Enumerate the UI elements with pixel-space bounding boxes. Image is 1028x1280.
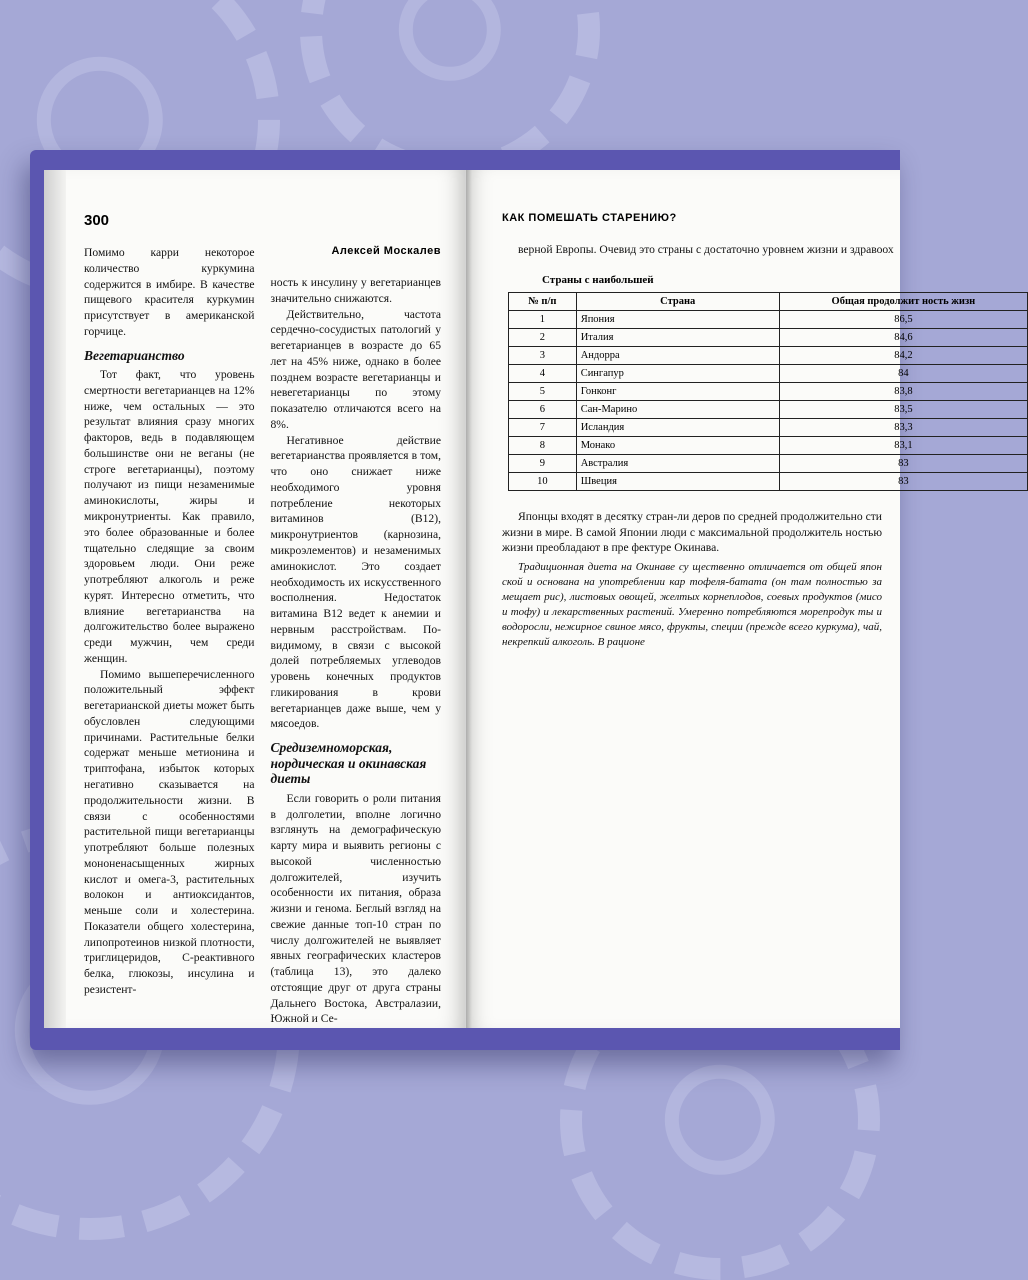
table-cell: 83 — [779, 454, 1027, 472]
table-cell: 7 — [509, 418, 577, 436]
left-column-2 — [271, 245, 442, 1027]
table-cell: Италия — [576, 328, 779, 346]
life-expectancy-table — [508, 292, 1028, 491]
table-cell: Сингапур — [576, 364, 779, 382]
table-row — [509, 328, 1028, 346]
table-header-row — [509, 292, 1028, 310]
table-cell: Гонконг — [576, 382, 779, 400]
table-row — [509, 436, 1028, 454]
table-row — [509, 346, 1028, 364]
table-cell: 9 — [509, 454, 577, 472]
table-caption: Страны с наибольшей — [542, 273, 654, 286]
table-cell: 84,6 — [779, 328, 1027, 346]
left-page — [44, 170, 466, 1028]
table-cell: 83,3 — [779, 418, 1027, 436]
table-cell: 83,5 — [779, 400, 1027, 418]
open-book — [30, 150, 976, 1050]
paragraph: Помимо вышеперечисленного положительный эффект вегетарианской диеты может быть обусловлен следующими причинами. Растительные белки содержат меньше метионина и триптофана, избыток которых негативно сказывается на продолжительности жизни. В связи с особенностями растительной пищи вегетарианцы употребляют больше полезных мононенасыщенных жирных кислот и омега-3, растительных волокон и антиоксидантов, меньше соли и холестерина. Показатели общего холестерина, липопротеинов низкой плотности, триглицеридов, С-реактивного белка, глюкозы, инсулина и резистент- — [84, 667, 255, 996]
table-cell: 2 — [509, 328, 577, 346]
table-cell: Исландия — [576, 418, 779, 436]
table-row — [509, 310, 1028, 328]
paragraph: Негативное действие вегетарианства проявляется в том, что оно снижает ниже необходимого уровня потребление некоторых витаминов (B12), микронутриентов (карнозина, микроэлементов) и незаменимых аминокислот. Это создает необходимость их искусственного восполнения. Недостаток витамина B12 ведет к анемии и нервным расстройствам. По-видимому, в связи с высокой долей потребляемых углеводов уровень конечных продуктов гликирования в крови вегетарианцев даже выше, чем у мясоедов. — [270, 433, 441, 731]
table-cell: 83,8 — [779, 382, 1027, 400]
left-column-1 — [84, 245, 255, 1027]
paragraph-italic: Традиционная диета на Окинаве су щественно отличается от общей япон ской и основана на употреблении кар тофеля-батата (он там полностью за мещает рис), листовых овощей, желтых корнеплодов, соевых продуктов (мисо и тофу) и лекарственных растений. Умеренно потребляются морепродук ты и водоросли, нежирное свиное мясо, фрукты, специи (прежде всего куркума), чай, некрепкий алкоголь. В рационе — [502, 561, 882, 648]
table-row — [509, 364, 1028, 382]
table-cell: Швеция — [576, 472, 779, 490]
table-cell: 8 — [509, 436, 577, 454]
table-cell: 6 — [509, 400, 577, 418]
table-cell: Монако — [576, 436, 779, 454]
table-cell: Андорра — [576, 346, 779, 364]
table-cell: 5 — [509, 382, 577, 400]
table-cell: 83,1 — [779, 436, 1027, 454]
right-page — [466, 170, 976, 1028]
table-cell: 4 — [509, 364, 577, 382]
paragraph: Тот факт, что уровень смертности вегетарианцев на 12% ниже, чем остальных — это результат влияния сразу многих факторов, ведь в подавляющем большинстве они не веганы (не строге вегетарианцы), поэтому получают из пищи незаменимые аминокислоты, жиры и микронутриенты. Как правило, это более образованные и более тщательно следящие за своим здоровьем люди. Они реже употребляют алкоголь и реже курят. Интересно отметить, что влияние вегетарианства на долгожительство более выражено среди мужчин, чем среди женщин. — [84, 368, 255, 665]
paragraph: Если говорить о роли питания в долголетии, вполне логично взглянуть на демографическую карту мира и выявить регионы с высокой численностью долгожителей, изучить особенности их питания, образа жизни и генома. Беглый взгляд на свежие данные топ-10 стран по числу долгожителей не выявляет явных географических кластеров (таблица 13), это далеко отстоящие друг от друга страны Дальнего Востока, Австралазии, Южной и Се- — [270, 791, 441, 1026]
section-heading: Вегетарианство — [84, 347, 185, 363]
page-number: 300 — [84, 212, 110, 229]
table-cell: Сан-Марино — [576, 400, 779, 418]
running-head-title: КАК ПОМЕШАТЬ СТАРЕНИЮ? — [502, 212, 677, 224]
table-cell: Япония — [576, 310, 779, 328]
table-row — [509, 418, 1028, 436]
table-cell: 3 — [509, 346, 577, 364]
paragraph: Помимо карри некоторое количество куркумина содержится в имбире. В качестве пищевого красителя куркумин присутствует в американской горчице. — [84, 246, 255, 338]
table-header-cell: Общая продолжит ность жизн — [779, 292, 1027, 310]
book-gutter-shadow — [466, 170, 472, 1028]
table-header-cell: Страна — [576, 292, 779, 310]
table-header-cell: № п/п — [509, 292, 577, 310]
paragraph: Японцы входят в десятку стран-ли деров по средней продолжительно сти жизни в мире. В самой Японии люди с максимальной продолжитель ностью жизни преобладают в пре фектуре Окинава. — [502, 509, 882, 555]
left-page-columns — [84, 245, 441, 1027]
table-row — [509, 472, 1028, 490]
table-cell: 84 — [779, 364, 1027, 382]
table-cell: 83 — [779, 472, 1027, 490]
paragraph: Действительно, частота сердечно-сосудистых патологий у вегетарианцев в возрасте до 65 лет на 45% ниже, однако в более позднем возрасте вегетарианцы и невегетарианцы по этому показателю отличаются всего на 8%. — [270, 307, 441, 431]
table-cell: 84,2 — [779, 346, 1027, 364]
table-cell: Австралия — [576, 454, 779, 472]
table-cell: 1 — [509, 310, 577, 328]
table-row — [509, 454, 1028, 472]
table-row — [509, 382, 1028, 400]
running-head-author: Алексей Москалев — [331, 245, 441, 257]
table-row — [509, 400, 1028, 418]
table-cell: 10 — [509, 472, 577, 490]
section-heading: Средиземноморская, нордическая и окинавская диеты — [270, 740, 427, 787]
paragraph: верной Европы. Очевид это страны с достаточно уровнем жизни и здравоох — [518, 243, 894, 256]
table-cell: 86,5 — [779, 310, 1027, 328]
paragraph: ность к инсулину у вегетарианцев значительно снижаются. — [270, 276, 441, 305]
